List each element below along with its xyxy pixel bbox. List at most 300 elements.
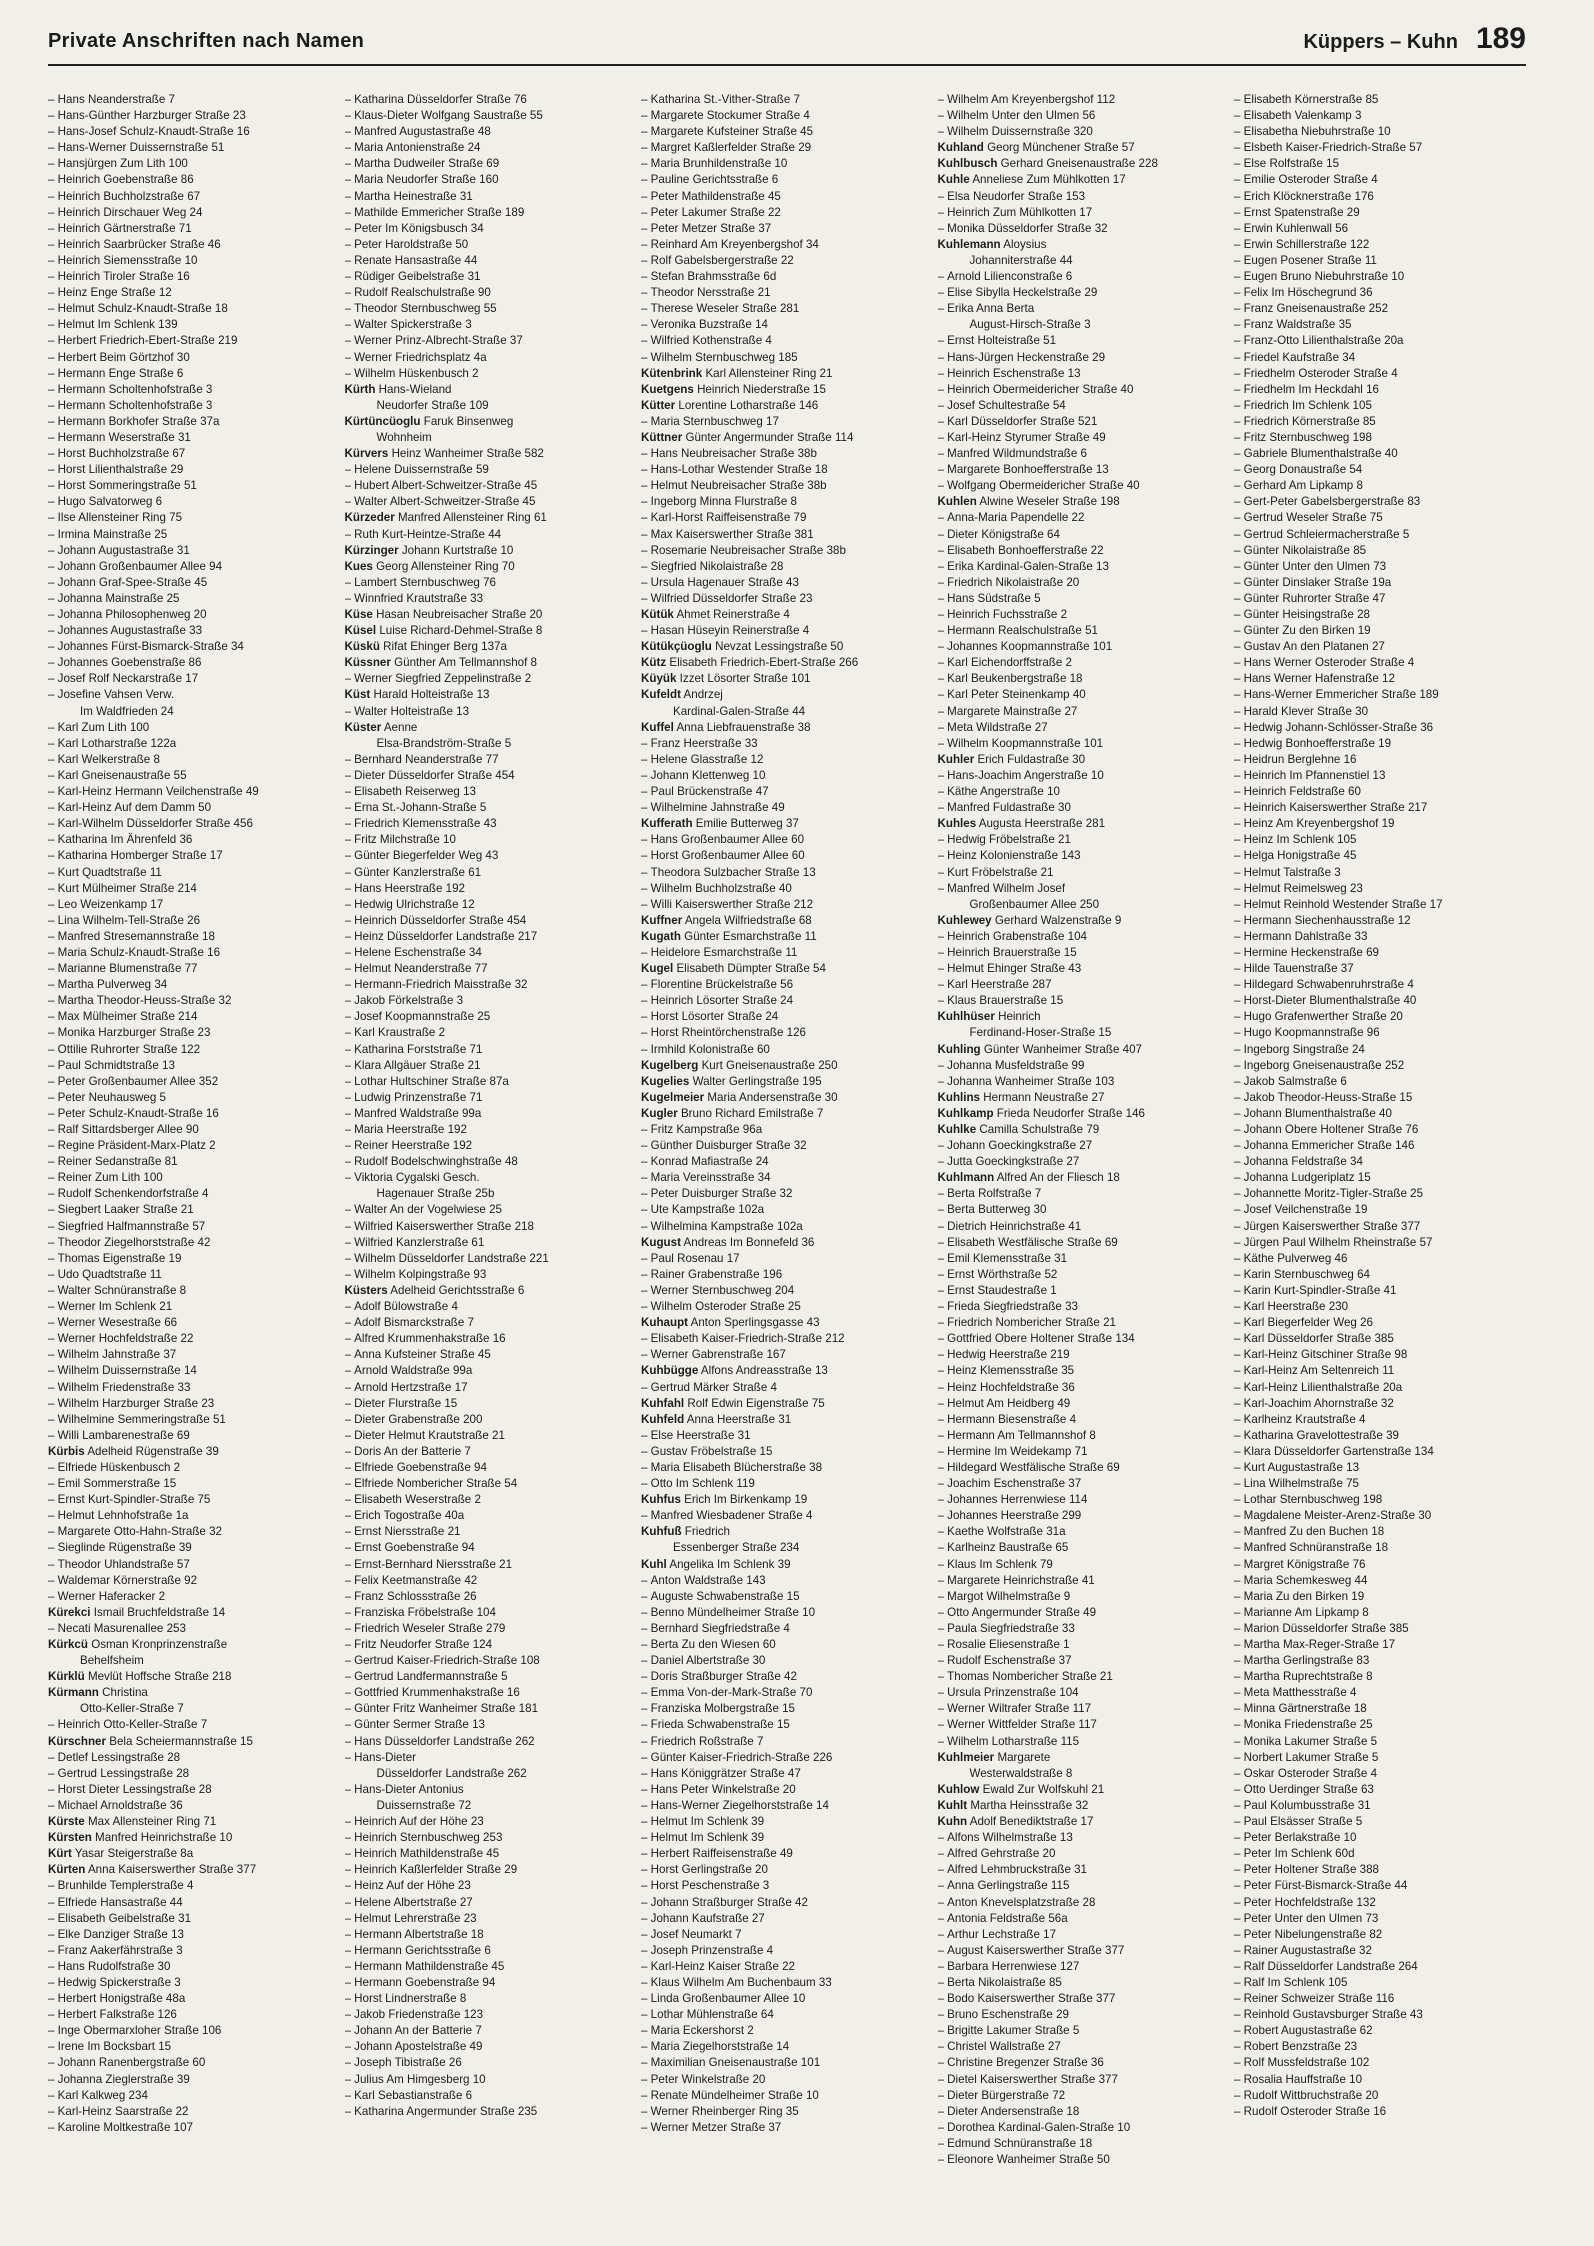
entry-text: Franziska Molbergstraße 15 [650,1702,796,1716]
directory-entry [641,237,933,253]
directory-entry [48,977,340,993]
entry-text: Friedrich Weseler Straße 279 [354,1621,506,1635]
directory-entry [938,446,1230,462]
entry-text: Gertrud Kaiser-Friedrich-Straße 108 [354,1654,540,1668]
entry-text: Horst Peschenstraße 3 [650,1879,770,1893]
entry-text: Maria Neudorfer Straße 160 [354,173,499,187]
entry-text: Wilhelm Lotharstraße 115 [947,1734,1080,1748]
directory-entry [938,1074,1230,1090]
directory-entry [1234,269,1526,285]
directory-entry [938,1605,1230,1621]
entry-text: Karl-Horst Raiffeisenstraße 79 [650,511,807,525]
directory-entry [641,333,933,349]
entry-text: Kurt Mülheimer Straße 214 [57,881,197,895]
directory-entry [1234,1492,1526,1508]
entry-text: Karl Lotharstraße 122a [57,736,177,750]
entry-text: Ingeborg Singstraße 24 [1243,1042,1365,1056]
entry-text: Karl-Heinz Lilienthalstraße 20a [1243,1380,1403,1394]
entry-text: Günter Esmarchstraße 11 [684,929,817,943]
directory-entry [641,1766,933,1782]
directory-entry [641,494,933,510]
directory-entry [1234,913,1526,929]
directory-entry [938,1396,1230,1412]
entry-text: Josef Schultestraße 54 [947,398,1066,412]
name-range: Küppers – Kuhn [1303,31,1458,53]
entry-text: Margot Wilhelmstraße 9 [947,1589,1071,1603]
directory-entry [345,655,637,671]
entry-text: Elsbeth Kaiser-Friedrich-Straße 57 [1243,141,1423,155]
directory-entry [938,398,1230,414]
entry-text: Margarete Heinrichstraße 41 [947,1573,1095,1587]
entry-text: Peter Schulz-Knaudt-Straße 16 [57,1106,219,1120]
entry-text: Johanna Mainstraße 25 [57,591,180,605]
directory-entry [641,1862,933,1878]
entry-text: Karl-Heinz Auf dem Damm 50 [57,801,212,815]
directory-entry [938,720,1230,736]
entry-surname: Kuhlbusch [937,157,998,171]
entry-text: Joachim Eschenstraße 37 [947,1477,1082,1491]
entry-text: Elisabeth Westfälische Straße 69 [947,1235,1118,1249]
directory-entry [641,913,933,929]
entry-surname: Kuhlins [937,1090,981,1104]
directory-entry [1234,2007,1526,2023]
entry-text: Rosalie Eliesenstraße 1 [947,1638,1070,1651]
directory-entry [48,623,340,639]
directory-entry [48,350,340,366]
entry-text: Minna Gärtnerstraße 18 [1243,1702,1367,1716]
directory-entry [938,1170,1230,1186]
directory-entry [1234,639,1526,655]
entry-text: Wilhelm Sternbuschweg 185 [650,350,798,364]
directory-entry [641,559,933,575]
entry-text: Karlheinz Krautstraße 4 [1243,1412,1366,1426]
entry-text: Elisabeth Kaiser-Friedrich-Straße 212 [650,1332,845,1346]
directory-entry [48,1460,340,1476]
entry-text: Katharina St.-Vither-Straße 7 [650,93,800,106]
directory-entry [345,494,637,510]
entry-text: Helmut Schulz-Knaudt-Straße 18 [57,302,228,316]
entry-text: Elise Sibylla Heckelstraße 29 [947,286,1098,300]
directory-entry [641,1492,933,1508]
entry-text: Wilfried Kanzlerstraße 61 [354,1235,485,1249]
entry-surname: Kuhn [937,1815,968,1829]
entry-text: Necati Masurenallee 253 [57,1621,186,1635]
directory-entry [345,140,637,156]
entry-text: Helene Duissernstraße 59 [354,463,489,477]
directory-entry [48,1911,340,1927]
entry-text: Lothar Mühlenstraße 64 [650,2008,774,2022]
directory-entry [641,1267,933,1283]
directory-entry [938,1508,1230,1524]
directory-entry [938,1347,1230,1363]
directory-entry [345,253,637,269]
entry-text: Ernst Spatenstraße 29 [1243,205,1360,219]
entry-text: Heinz Im Schlenk 105 [1243,833,1357,847]
entry-text: Friedel Kaufstraße 34 [1243,350,1356,364]
directory-entry [641,1170,933,1186]
entry-text: Peter Berlakstraße 10 [1243,1831,1357,1845]
directory-entry [1234,237,1526,253]
directory-entry [938,172,1230,188]
directory-entry [641,1122,933,1138]
entry-surname: Kuhlewey [937,913,992,927]
directory-entry [345,510,637,526]
directory-entry [48,768,340,784]
entry-surname: Kufeldt [641,688,681,702]
directory-entry [1234,1267,1526,1283]
directory-entry [345,945,637,961]
directory-entry [48,736,340,752]
entry-text: Johanna Wanheimer Straße 103 [947,1074,1115,1088]
directory-column [48,92,340,2232]
directory-entry [48,720,340,736]
directory-entry [938,1846,1230,1862]
directory-entry [938,704,1230,720]
entry-text: Heidelore Esmarchstraße 11 [650,945,798,959]
directory-entry [1234,1106,1526,1122]
directory-entry [938,1991,1230,2007]
entry-text: Else Heerstraße 31 [650,1428,751,1442]
directory-entry [641,623,933,639]
entry-text: Felix Im Höschegrund 36 [1243,286,1373,300]
directory-entry [938,462,1230,478]
entry-text: Johannes Koopmannstraße 101 [947,640,1113,654]
entry-text: Friedhelm Im Heckdahl 16 [1243,382,1379,396]
entry-text: Eleonore Wanheimer Straße 50 [947,2153,1110,2166]
entry-text: Wohnheim [376,430,432,444]
directory-entry [938,784,1230,800]
directory-entry [1234,929,1526,945]
entry-text: Heinrich Buchholzstraße 67 [57,189,201,203]
entry-text: Dieter Andersenstraße 18 [947,2104,1080,2118]
directory-entry [1234,1605,1526,1621]
directory-entry [641,977,933,993]
entry-text: Hugo Grafenwerther Straße 20 [1243,1010,1403,1024]
entry-text: Dieter Düsseldorfer Straße 454 [354,768,515,782]
directory-entry [641,1846,933,1862]
directory-entry [938,1927,1230,1943]
entry-text: Heinrich [998,1010,1041,1024]
entry-text: Inge Obermarxloher Straße 106 [57,2024,222,2038]
entry-surname: Küsters [344,1283,388,1297]
entry-text: Elsa Neudorfer Straße 153 [947,189,1086,203]
directory-columns [48,92,1526,2232]
entry-text: Katharina Angermunder Straße 235 [354,2104,538,2118]
entry-text: Werner Rheinberger Ring 35 [650,2104,799,2118]
entry-text: Doris Straßburger Straße 42 [650,1670,797,1684]
directory-entry [1234,1476,1526,1492]
entry-text: Peter Nibelungenstraße 82 [1243,1927,1383,1941]
entry-surname: Kürth [344,382,376,396]
entry-text: Irene Im Bocksbart 15 [57,2040,172,2054]
entry-text: Johann Blumenthalstraße 40 [1243,1106,1392,1120]
entry-text: Reiner Zum Lith 100 [57,1171,163,1185]
directory-entry [345,1170,637,1186]
entry-text: Günter Fritz Wanheimer Straße 181 [354,1702,539,1716]
entry-text: Paul Brückenstraße 47 [650,785,769,799]
directory-entry [641,2055,933,2071]
entry-text: Heinrich Zum Mühlkotten 17 [947,205,1093,219]
entry-text: Peter Holtener Straße 388 [1243,1863,1380,1877]
entry-text: Erich Togostraße 40a [354,1509,465,1523]
entry-text: Alfred Lehmbruckstraße 31 [947,1863,1088,1877]
entry-text: Erika Kardinal-Galen-Straße 13 [947,559,1109,573]
directory-entry [1234,510,1526,526]
directory-entry [641,961,933,977]
directory-entry [938,1476,1230,1492]
entry-text: Ernst Niersstraße 21 [354,1525,461,1539]
directory-entry [345,881,637,897]
entry-text: Adolf Bismarckstraße 7 [354,1316,475,1330]
directory-entry [345,768,637,784]
directory-entry [48,881,340,897]
directory-entry [345,559,637,575]
directory-entry [345,333,637,349]
directory-entry [938,848,1230,864]
directory-entry [641,993,933,1009]
entry-text: Max Mülheimer Straße 214 [57,1010,198,1024]
directory-entry [345,848,637,864]
entry-text: Anna Heerstraße 31 [686,1412,792,1426]
directory-entry [938,1734,1230,1750]
entry-surname: Kürten [48,1863,86,1877]
directory-entry [48,285,340,301]
entry-text: Gert-Peter Gabelsbergerstraße 83 [1243,495,1421,509]
directory-entry [938,961,1230,977]
directory-entry [345,1363,637,1379]
directory-entry [641,929,933,945]
directory-entry [641,172,933,188]
entry-surname: Kugelmeier [641,1090,705,1104]
directory-entry [345,1669,637,1685]
directory-entry [345,301,637,317]
directory-entry [1234,1895,1526,1911]
directory-entry [938,1524,1230,1540]
entry-text: Hans Heerstraße 192 [354,881,466,895]
entry-surname: Kuhlt [937,1798,968,1812]
entry-text: Josef Koopmannstraße 25 [354,1010,491,1024]
directory-entry [641,1669,933,1685]
directory-entry [48,478,340,494]
directory-entry [1234,1524,1526,1540]
directory-entry [48,1170,340,1186]
entry-surname: Küskü [344,640,380,654]
entry-text: Waldemar Körnerstraße 92 [57,1573,198,1587]
directory-entry [1234,1927,1526,1943]
directory-entry [641,2007,933,2023]
directory-entry [345,1074,637,1090]
entry-text: Karl Kalkweg 234 [57,2088,148,2102]
entry-text: Hildegard Schwabenruhrstraße 4 [1243,978,1414,992]
entry-text: Hermann Goebenstraße 94 [354,1975,496,1989]
entry-surname: Kuhlmann [937,1171,995,1185]
entry-text: Karl-Heinz Saarstraße 22 [57,2104,189,2118]
directory-entry [345,1380,637,1396]
entry-text: Maria Antonienstraße 24 [354,141,481,155]
entry-text: Hermann Biesenstraße 4 [947,1412,1077,1426]
directory-entry [938,1138,1230,1154]
entry-text: Otto-Keller-Straße 7 [80,1702,184,1716]
entry-text: Behelfsheim [80,1654,144,1668]
directory-entry [345,1347,637,1363]
directory-entry [48,1251,340,1267]
directory-entry [938,189,1230,205]
entry-text: Heinrich Kaiserswerther Straße 217 [1243,801,1428,815]
entry-text: Klaus Brauerstraße 15 [947,994,1064,1008]
entry-text: Günter Heisingstraße 28 [1243,608,1370,621]
entry-text: Heinrich Eschenstraße 13 [947,366,1081,380]
entry-text: Margarete [997,1750,1051,1764]
entry-text: Hans-Josef Schulz-Knaudt-Straße 16 [57,125,250,139]
entry-text: Max Allensteiner Ring 71 [87,1815,217,1829]
directory-entry [1234,1412,1526,1428]
entry-text: Elisabeth Valenkamp 3 [1243,109,1362,123]
entry-text: Karl Eichendorffstraße 2 [947,656,1072,670]
entry-surname: Kuhle [937,173,970,187]
entry-text: Rainer Augustastraße 32 [1243,1943,1372,1957]
directory-entry [641,865,933,881]
directory-entry [345,607,637,623]
directory-entry [48,832,340,848]
directory-entry [1234,382,1526,398]
directory-entry [641,317,933,333]
entry-text: Heinrich Siemensstraße 10 [57,253,198,267]
entry-text: Günter Kanzlerstraße 61 [354,865,482,879]
directory-entry [641,1009,933,1025]
directory-entry [938,1042,1230,1058]
directory-entry [641,269,933,285]
directory-entry [345,1734,637,1750]
directory-entry [48,1830,340,1846]
entry-text: Heidrun Berglehne 16 [1243,752,1357,766]
directory-entry [1234,575,1526,591]
entry-surname: Kuhlkamp [937,1106,994,1120]
directory-entry [938,559,1230,575]
entry-text: Elke Danziger Straße 13 [57,1927,184,1941]
directory-entry [345,1991,637,2007]
directory-entry [48,704,340,720]
entry-text: Im Waldfrieden 24 [80,704,174,718]
entry-text: Erich Fuldastraße 30 [977,752,1086,766]
entry-text: Günter Sermer Straße 13 [354,1718,485,1732]
directory-entry [48,2023,340,2039]
entry-text: Erwin Schillerstraße 122 [1243,237,1370,251]
directory-entry [345,1492,637,1508]
entry-text: Hildegard Westfälische Straße 69 [947,1460,1120,1474]
entry-text: Rudolf Bodelschwinghstraße 48 [354,1155,518,1169]
directory-entry [345,1621,637,1637]
entry-text: Bela Scheiermannstraße 15 [109,1734,253,1748]
directory-entry [641,1235,933,1251]
directory-entry [1234,945,1526,961]
directory-entry [345,1219,637,1235]
entry-text: Günter Angermunder Straße 114 [685,430,854,444]
directory-entry [641,1090,933,1106]
entry-text: Heinz Am Kreyenbergshof 19 [1243,817,1395,831]
directory-entry [641,189,933,205]
directory-entry [938,1363,1230,1379]
directory-entry [345,993,637,1009]
entry-text: Emma Von-der-Mark-Straße 70 [650,1686,813,1700]
directory-entry [345,1798,637,1814]
entry-text: Friedhelm Osteroder Straße 4 [1243,366,1398,380]
entry-text: Rolf Gabelsbergerstraße 22 [650,253,794,267]
directory-entry [48,205,340,221]
entry-text: Lina Wilhelm-Tell-Straße 26 [57,913,201,927]
directory-entry [345,478,637,494]
directory-entry [641,1734,933,1750]
entry-surname: Kütükçüoglu [641,640,712,654]
entry-text: Heinrich Im Pfannenstiel 13 [1243,768,1386,782]
directory-entry [641,2088,933,2104]
entry-text: Ralf Sittardsberger Allee 90 [57,1123,199,1136]
entry-text: Hugo Koopmannstraße 96 [1243,1026,1380,1040]
entry-text: Lambert Sternbuschweg 76 [354,575,496,589]
directory-entry [641,897,933,913]
directory-entry [938,124,1230,140]
directory-entry [938,414,1230,430]
entry-text: Klara Allgäuer Straße 21 [354,1058,481,1072]
directory-entry [345,1975,637,1991]
entry-text: Wilhelm Osteroder Straße 25 [650,1300,801,1314]
entry-text: Angela Wilfriedstraße 68 [684,913,812,927]
entry-text: Franz Gneisenaustraße 252 [1243,302,1389,316]
directory-entry [48,1202,340,1218]
entry-text: Elisabeth Friedrich-Ebert-Straße 266 [669,656,859,670]
entry-text: Maximilian Gneisenaustraße 101 [650,2056,821,2070]
entry-text: Rolf Edwin Eigenstraße 75 [687,1396,825,1410]
entry-text: Ralf Im Schlenk 105 [1243,1975,1348,1989]
entry-text: Helmut Reinhold Westender Straße 17 [1243,897,1443,911]
entry-text: Hedwig Spickerstraße 3 [57,1975,181,1989]
entry-text: Hermann Dahlstraße 33 [1243,929,1368,943]
entry-text: Margarete Bonhoefferstraße 13 [947,463,1109,477]
directory-entry [1234,1219,1526,1235]
directory-entry [1234,494,1526,510]
directory-entry [641,1959,933,1975]
entry-text: Arthur Lechstraße 17 [947,1927,1057,1941]
directory-entry [1234,398,1526,414]
entry-text: Marianne Am Lipkamp 8 [1243,1605,1369,1619]
directory-entry [48,639,340,655]
directory-entry [1234,768,1526,784]
directory-entry [938,1090,1230,1106]
directory-entry [345,462,637,478]
directory-entry [48,1798,340,1814]
entry-text: Karoline Moltkestraße 107 [57,2120,193,2134]
entry-text: Hasan Hüseyin Reinerstraße 4 [650,624,810,638]
entry-text: Rudolf Osteroder Straße 16 [1243,2104,1387,2118]
entry-text: Osman Kronprinzenstraße [91,1638,228,1651]
directory-entry [1234,655,1526,671]
directory-entry [641,1911,933,1927]
entry-text: Karin Kurt-Spindler-Straße 41 [1243,1283,1397,1297]
directory-entry [345,527,637,543]
entry-text: Peter Metzer Straße 37 [650,221,772,235]
directory-entry [48,1878,340,1894]
directory-entry [1234,1701,1526,1717]
directory-entry [641,1943,933,1959]
entry-text: Maria Elisabeth Blücherstraße 38 [650,1460,823,1474]
directory-entry [938,1202,1230,1218]
entry-text: Manfred Augustastraße 48 [354,125,491,139]
directory-column [1234,92,1526,2232]
directory-entry [938,816,1230,832]
directory-entry [1234,1750,1526,1766]
directory-entry [938,1621,1230,1637]
entry-text: Peter Duisburger Straße 32 [650,1187,793,1201]
entry-text: Karl Welkerstraße 8 [57,752,160,766]
